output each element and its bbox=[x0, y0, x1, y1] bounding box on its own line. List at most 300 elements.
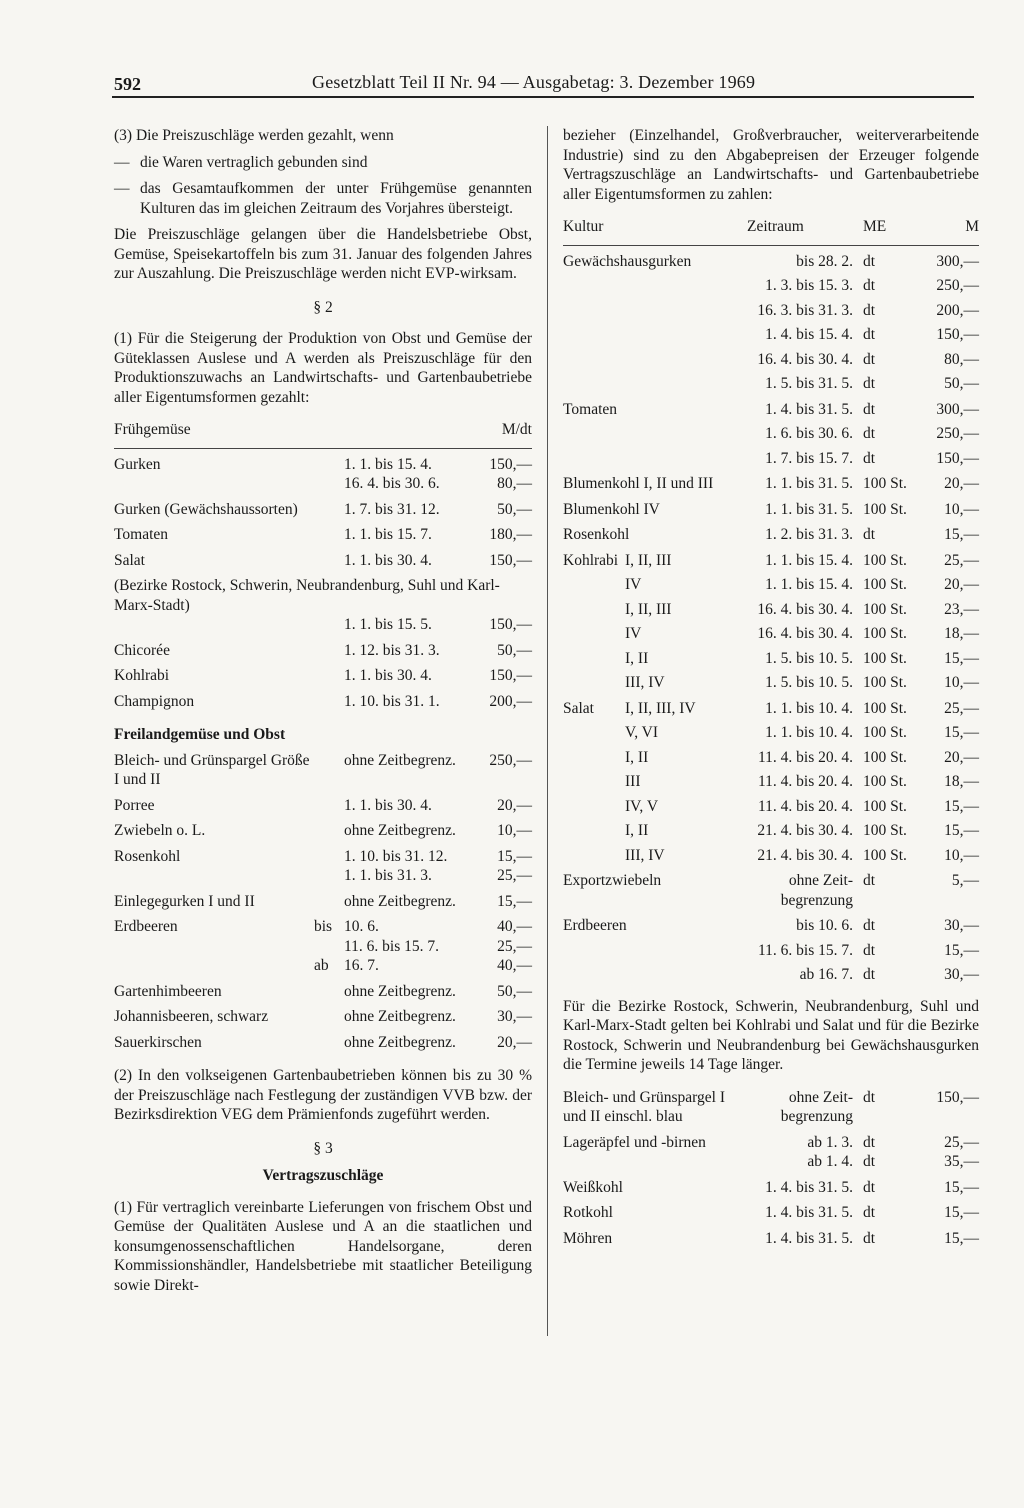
row-zeitraum: 11. 4. bis 20. 4. bbox=[757, 797, 853, 815]
row-m: 250,— bbox=[936, 277, 979, 294]
row-zeitraum: 1. 4. bis 31. 5. bbox=[765, 1229, 853, 1247]
row-me: dt bbox=[863, 277, 876, 294]
row-label bbox=[114, 937, 314, 957]
row-dates: ohne Zeitbegrenz. bbox=[344, 1033, 456, 1051]
table-row bbox=[563, 743, 979, 768]
row-kultur bbox=[563, 444, 743, 469]
row-m: 15,— bbox=[944, 1229, 979, 1247]
row-zeitraum: 1. 4. bis 31. 5. bbox=[765, 400, 853, 418]
row-me: dt bbox=[863, 350, 876, 368]
row-m: 10,— bbox=[944, 500, 979, 518]
row-kultur bbox=[563, 595, 625, 620]
row-zeitraum: 11. 4. bis 20. 4. bbox=[757, 748, 853, 766]
row-dates: 11. 6. bis 15. 7. bbox=[344, 937, 440, 955]
table-row bbox=[563, 595, 979, 620]
row-prefix bbox=[314, 545, 344, 571]
table-row bbox=[563, 1197, 979, 1223]
row-zeitraum: 1. 1. bis 31. 5. bbox=[765, 475, 853, 492]
left-column bbox=[114, 126, 532, 1302]
row-kultur bbox=[563, 644, 625, 669]
row-m: 18,— bbox=[944, 773, 979, 790]
freiland-heading: Freilandgemüse und Obst bbox=[114, 726, 286, 743]
table-row bbox=[563, 1152, 979, 1172]
row-zeitraum: ohne Zeit- begrenzung bbox=[780, 872, 853, 909]
dash-text: die Waren vertraglich gebunden sind bbox=[140, 153, 368, 171]
table-row bbox=[563, 1082, 979, 1127]
row-sorte: V, VI bbox=[625, 724, 659, 741]
row-sorte: I, II, III, IV bbox=[625, 699, 696, 717]
row-m: 15,— bbox=[944, 941, 979, 959]
vertragszuschlaege-table bbox=[563, 211, 979, 985]
row-m: 150,— bbox=[936, 1088, 979, 1106]
para-handelsbetriebe: Die Preiszuschläge gelangen über die Handelsbetriebe Obst, Gemüse, Speisekartoffeln bis zum 31. Januar des folgenden Jahres zur Auszahlung. Die Preiszuschläge werden nicht EVP-wirksam. bbox=[114, 226, 532, 282]
row-value: 10,— bbox=[497, 822, 532, 839]
head-zeitraum: Zeitraum bbox=[743, 211, 863, 245]
table-row bbox=[563, 545, 979, 571]
row-sorte: I, II, III bbox=[625, 600, 672, 618]
row-m: 300,— bbox=[936, 400, 979, 418]
row-value: 25,— bbox=[497, 867, 532, 884]
row-value: 200,— bbox=[489, 692, 532, 710]
row-value: 180,— bbox=[489, 526, 532, 543]
row-kultur bbox=[563, 792, 625, 817]
row-me: 100 St. bbox=[863, 822, 907, 839]
row-prefix bbox=[314, 1001, 344, 1027]
table-row bbox=[114, 866, 532, 886]
dash-item: — das Gesamtaufkommen der unter Frühgemüse genannten Kulturen das im gleichen Zeitraum des Vorjahres übersteigt. bbox=[114, 180, 532, 217]
row-dates: 1. 1. bis 31. 3. bbox=[344, 867, 432, 884]
row-zeitraum: 1. 3. bis 15. 3. bbox=[765, 277, 853, 294]
table-head-unit: M/dt bbox=[462, 414, 532, 448]
row-dates: 1. 10. bis 31. 12. bbox=[344, 847, 448, 865]
table-row bbox=[563, 718, 979, 743]
table-row bbox=[563, 245, 979, 271]
row-dates: 1. 1. bis 15. 4. bbox=[344, 455, 432, 473]
row-value: 80,— bbox=[497, 475, 532, 492]
row-m: 15,— bbox=[944, 822, 979, 839]
row-m: 15,— bbox=[944, 724, 979, 741]
row-m: 150,— bbox=[936, 449, 979, 467]
row-m: 15,— bbox=[944, 1178, 979, 1196]
row-me: 100 St. bbox=[863, 773, 907, 790]
row-me: dt bbox=[863, 966, 876, 983]
section-2-para-2: (2) In den volkseigenen Gartenbaubetrieben können bis zu 30 % der Preiszuschläge nach Festlegung der zuständigen VVB bzw. der Bezirksdirektion VEG dem Prämienfonds zugeführt werden. bbox=[114, 1067, 532, 1123]
row-prefix bbox=[314, 841, 344, 867]
row-value: 50,— bbox=[497, 982, 532, 1000]
table-row bbox=[114, 976, 532, 1002]
row-zeitraum: ab 16. 7. bbox=[799, 966, 853, 983]
row-value: 250,— bbox=[489, 751, 532, 769]
row-prefix bbox=[314, 660, 344, 686]
row-me: dt bbox=[863, 1229, 876, 1247]
row-kultur: Kohlrabi bbox=[563, 551, 619, 569]
row-zeitraum: 1. 2. bis 31. 3. bbox=[765, 526, 853, 543]
row-label bbox=[114, 474, 314, 494]
row-kultur: Bleich- und Grünspargel I und II einschl. blau bbox=[563, 1088, 725, 1125]
row-me: 100 St. bbox=[863, 797, 907, 815]
row-value: 40,— bbox=[497, 957, 532, 974]
row-label: Rosenkohl bbox=[114, 847, 181, 865]
row-label: Salat bbox=[114, 551, 145, 569]
table-row bbox=[563, 816, 979, 841]
row-prefix bbox=[314, 519, 344, 545]
row-me: dt bbox=[863, 526, 876, 543]
row-kultur bbox=[563, 816, 625, 841]
table-row bbox=[114, 448, 532, 474]
note-para: Für die Bezirke Rostock, Schwerin, Neubrandenburg, Suhl und Karl-Marx-Stadt gelten bei Kohlrabi und Salat und für die Bezirke Rostock, Schwerin und Neubrandenburg bei Gewächshausgurken die Termine jeweils 14 Tage länger. bbox=[563, 997, 979, 1073]
section-3-heading: § 3 bbox=[313, 1139, 333, 1157]
table-row bbox=[114, 815, 532, 841]
row-kultur bbox=[563, 936, 743, 961]
row-kultur: Lageräpfel und -birnen bbox=[563, 1133, 706, 1151]
row-prefix bbox=[314, 937, 344, 957]
row-zeitraum: bis 10. 6. bbox=[796, 917, 853, 934]
row-kultur: Rosenkohl bbox=[563, 526, 630, 543]
table-row bbox=[114, 686, 532, 712]
row-kultur: Blumenkohl I, II und III bbox=[563, 475, 714, 492]
row-me: 100 St. bbox=[863, 475, 907, 492]
row-value: 15,— bbox=[497, 892, 532, 910]
row-kultur bbox=[563, 1152, 743, 1172]
row-sorte: III, IV bbox=[625, 846, 665, 864]
row-me: dt bbox=[863, 872, 876, 889]
table-row bbox=[114, 1001, 532, 1027]
row-kultur bbox=[563, 345, 743, 370]
row-kultur bbox=[563, 320, 743, 345]
row-label: Johannisbeeren, schwarz bbox=[114, 1008, 269, 1025]
table-row bbox=[563, 936, 979, 961]
row-me: dt bbox=[863, 400, 876, 418]
row-zeitraum: 1. 6. bis 30. 6. bbox=[765, 425, 853, 442]
row-me: dt bbox=[863, 941, 876, 959]
table-row bbox=[114, 494, 532, 520]
row-value: 40,— bbox=[497, 918, 532, 935]
row-kultur: Blumenkohl IV bbox=[563, 500, 660, 518]
row-me: dt bbox=[863, 1204, 876, 1221]
row-zeitraum: 16. 4. bis 30. 4. bbox=[757, 350, 853, 368]
row-sorte: III, IV bbox=[625, 674, 665, 691]
row-prefix bbox=[314, 494, 344, 520]
row-m: 15,— bbox=[944, 797, 979, 815]
row-zeitraum: ab 1. 3. bbox=[807, 1133, 853, 1151]
row-m: 250,— bbox=[936, 425, 979, 442]
row-me: dt bbox=[863, 1088, 876, 1106]
row-me: dt bbox=[863, 301, 876, 319]
table-row bbox=[563, 345, 979, 370]
row-zeitraum: 1. 1. bis 10. 4. bbox=[765, 699, 853, 717]
row-dates: 16. 4. bis 30. 6. bbox=[344, 475, 440, 492]
row-me: dt bbox=[863, 375, 876, 392]
row-label: Zwiebeln o. L. bbox=[114, 822, 206, 839]
row-label: Einlegegurken I und II bbox=[114, 892, 255, 910]
row-kultur: Möhren bbox=[563, 1229, 613, 1247]
row-zeitraum: ohne Zeit- begrenzung bbox=[780, 1088, 853, 1125]
row-dates: ohne Zeitbegrenz. bbox=[344, 1008, 456, 1025]
row-dates: 1. 1. bis 15. 7. bbox=[344, 526, 432, 543]
row-zeitraum: 1. 5. bis 31. 5. bbox=[765, 375, 853, 392]
row-zeitraum: bis 28. 2. bbox=[796, 252, 853, 270]
row-kultur bbox=[563, 296, 743, 321]
row-prefix: bis bbox=[314, 918, 333, 935]
row-prefix bbox=[314, 886, 344, 912]
section-3-para-1: (1) Für vertraglich vereinbarte Lieferungen von frischem Obst und Gemüse der Qualitäten Auslese und A an die staatlichen und konsumgenossenschaftlichen Handelsorgane, deren Kommissionshändler, Handelsbetriebe mit staatlicher Beteiligung sowie Direkt- bbox=[114, 1198, 532, 1294]
table-row bbox=[563, 865, 979, 910]
row-me: 100 St. bbox=[863, 674, 907, 691]
row-kultur: Exportzwiebeln bbox=[563, 872, 662, 889]
row-zeitraum: 21. 4. bis 30. 4. bbox=[757, 846, 853, 864]
row-prefix bbox=[314, 745, 344, 790]
table-row bbox=[563, 1223, 979, 1249]
table-row bbox=[563, 444, 979, 469]
row-m: 30,— bbox=[944, 917, 979, 934]
row-sorte: IV, V bbox=[625, 797, 659, 815]
row-sorte: IV bbox=[625, 625, 642, 642]
row-label: Gurken (Gewächshaussorten) bbox=[114, 500, 298, 518]
row-zeitraum: 11. 4. bis 20. 4. bbox=[757, 773, 853, 790]
table-row bbox=[114, 886, 532, 912]
table-row bbox=[563, 468, 979, 494]
row-kultur bbox=[563, 960, 743, 985]
row-value: 30,— bbox=[497, 1008, 532, 1025]
row-me: dt bbox=[863, 1133, 876, 1151]
row-m: 25,— bbox=[944, 699, 979, 717]
row-prefix bbox=[314, 686, 344, 712]
row-zeitraum: 16. 3. bis 31. 3. bbox=[757, 301, 853, 319]
row-label: Erdbeeren bbox=[114, 918, 178, 935]
table-row bbox=[563, 910, 979, 936]
row-m: 15,— bbox=[944, 1204, 979, 1221]
row-zeitraum: 16. 4. bis 30. 4. bbox=[757, 625, 853, 642]
table-row bbox=[563, 369, 979, 394]
row-m: 10,— bbox=[944, 674, 979, 691]
row-me: dt bbox=[863, 917, 876, 934]
row-me: dt bbox=[863, 449, 876, 467]
row-m: 5,— bbox=[951, 872, 979, 889]
row-m: 80,— bbox=[944, 350, 979, 368]
row-dates: ohne Zeitbegrenz. bbox=[344, 751, 456, 769]
row-label: Champignon bbox=[114, 692, 195, 710]
row-sorte: I, II, III bbox=[625, 551, 672, 569]
row-label: Gartenhimbeeren bbox=[114, 982, 222, 1000]
row-prefix bbox=[314, 635, 344, 661]
row-dates: 1. 1. bis 30. 4. bbox=[344, 667, 432, 684]
dash-text: das Gesamtaufkommen der unter Frühgemüse genannten Kulturen das im gleichen Zeitraum des Vorjahres übersteigt. bbox=[140, 180, 532, 217]
row-zeitraum: 16. 4. bis 30. 4. bbox=[757, 600, 853, 618]
row-value: 50,— bbox=[497, 641, 532, 659]
row-dates: ohne Zeitbegrenz. bbox=[344, 892, 456, 910]
row-label bbox=[114, 615, 314, 635]
table-row bbox=[114, 474, 532, 494]
row-m: 20,— bbox=[944, 576, 979, 593]
table-row bbox=[563, 792, 979, 817]
table-row bbox=[114, 790, 532, 816]
table-row bbox=[114, 937, 532, 957]
column-divider bbox=[547, 126, 548, 1336]
row-m: 15,— bbox=[944, 649, 979, 667]
table-row bbox=[563, 271, 979, 296]
row-sorte: IV bbox=[625, 576, 642, 593]
row-m: 300,— bbox=[936, 252, 979, 270]
page-number: 592 bbox=[114, 74, 141, 94]
row-zeitraum: 1. 1. bis 15. 4. bbox=[765, 576, 853, 593]
row-m: 15,— bbox=[944, 526, 979, 543]
table-row bbox=[114, 545, 532, 571]
table-row bbox=[114, 841, 532, 867]
table-row bbox=[563, 693, 979, 719]
row-kultur: Salat bbox=[563, 699, 594, 717]
row-dates: 16. 7. bbox=[344, 957, 379, 974]
row-dates: 1. 1. bis 30. 4. bbox=[344, 796, 432, 814]
row-m: 35,— bbox=[944, 1153, 979, 1170]
row-me: dt bbox=[863, 425, 876, 442]
row-value: 15,— bbox=[497, 847, 532, 865]
row-zeitraum: ab 1. 4. bbox=[807, 1153, 853, 1170]
row-label: Chicorée bbox=[114, 641, 170, 659]
table-row bbox=[563, 1127, 979, 1153]
row-me: dt bbox=[863, 326, 876, 343]
row-zeitraum: 21. 4. bis 30. 4. bbox=[757, 822, 853, 839]
table-row bbox=[563, 394, 979, 420]
row-kultur bbox=[563, 718, 625, 743]
row-dates: 1. 12. bis 31. 3. bbox=[344, 641, 440, 659]
row-zeitraum: 1. 4. bis 31. 5. bbox=[765, 1204, 853, 1221]
row-zeitraum: 1. 1. bis 31. 5. bbox=[765, 500, 853, 518]
row-m: 10,— bbox=[944, 846, 979, 864]
row-label bbox=[114, 866, 314, 886]
row-prefix: ab bbox=[314, 957, 329, 974]
table-row bbox=[563, 841, 979, 866]
row-prefix bbox=[314, 448, 344, 474]
row-kultur bbox=[563, 369, 743, 394]
table-row bbox=[563, 1172, 979, 1198]
para-3-intro: (3) Die Preiszuschläge werden gezahlt, wenn bbox=[114, 127, 394, 144]
row-me: 100 St. bbox=[863, 500, 907, 518]
row-zeitraum: 1. 5. bis 10. 5. bbox=[765, 649, 853, 667]
row-value: 25,— bbox=[497, 937, 532, 955]
table-row bbox=[563, 320, 979, 345]
row-prefix bbox=[314, 866, 344, 886]
table-row bbox=[114, 570, 532, 615]
row-dates: 10. 6. bbox=[344, 918, 379, 935]
row-dates: 1. 1. bis 15. 5. bbox=[344, 616, 432, 633]
table-row bbox=[563, 296, 979, 321]
continuation-para: bezieher (Einzelhandel, Großverbraucher, weiterverarbeitende Industrie) sind zu den Abgabepreisen der Erzeuger folgende Vertragszuschläge an Landwirtschafts- und Gartenbaubetriebe aller Eigentumsformen zu zahlen: bbox=[563, 127, 979, 203]
table-row bbox=[563, 419, 979, 444]
row-dates: ohne Zeitbegrenz. bbox=[344, 822, 456, 839]
row-kultur bbox=[563, 619, 625, 644]
row-prefix bbox=[314, 1027, 344, 1053]
row-dates: 1. 1. bis 30. 4. bbox=[344, 551, 432, 569]
head-kultur: Kultur bbox=[563, 211, 743, 245]
row-kultur bbox=[563, 743, 625, 768]
row-sorte: I, II bbox=[625, 748, 649, 766]
row-zeitraum: 1. 1. bis 10. 4. bbox=[765, 724, 853, 741]
row-zeitraum: 1. 4. bis 31. 5. bbox=[765, 1178, 853, 1196]
row-kultur: Weißkohl bbox=[563, 1178, 623, 1196]
row-me: 100 St. bbox=[863, 846, 907, 864]
row-prefix bbox=[314, 815, 344, 841]
row-m: 20,— bbox=[944, 748, 979, 766]
row-m: 200,— bbox=[936, 301, 979, 319]
dash-item: — die Waren vertraglich gebunden sind bbox=[114, 153, 532, 173]
row-m: 23,— bbox=[944, 600, 979, 618]
row-label: Porree bbox=[114, 796, 155, 814]
row-kultur: Erdbeeren bbox=[563, 917, 627, 934]
right-column bbox=[563, 126, 979, 1248]
row-value: 50,— bbox=[497, 500, 532, 518]
row-sorte: I, II bbox=[625, 649, 649, 667]
table-row bbox=[114, 615, 532, 635]
row-label: Bleich- und Grünspargel Größe I und II bbox=[114, 751, 310, 788]
section-2-heading: § 2 bbox=[313, 298, 333, 316]
table-row bbox=[114, 519, 532, 545]
row-me: 100 St. bbox=[863, 748, 907, 766]
row-value: 20,— bbox=[497, 1033, 532, 1051]
table-row bbox=[114, 745, 532, 790]
row-m: 150,— bbox=[936, 326, 979, 343]
row-kultur bbox=[563, 841, 625, 866]
table-row bbox=[114, 956, 532, 976]
row-me: 100 St. bbox=[863, 551, 907, 569]
row-m: 30,— bbox=[944, 966, 979, 983]
row-prefix bbox=[314, 976, 344, 1002]
row-kultur: Gewächshausgurken bbox=[563, 252, 692, 270]
head-me: ME bbox=[863, 211, 929, 245]
row-m: 20,— bbox=[944, 475, 979, 492]
table-row bbox=[563, 644, 979, 669]
row-m: 50,— bbox=[944, 375, 979, 392]
fruehgemuese-table bbox=[114, 414, 532, 1052]
section-3-title: Vertragszuschläge bbox=[262, 1167, 384, 1184]
row-label: Tomaten bbox=[114, 526, 169, 543]
table-row bbox=[563, 519, 979, 545]
row-kultur: Rotkohl bbox=[563, 1204, 613, 1221]
row-m: 25,— bbox=[944, 1133, 979, 1151]
row-kultur bbox=[563, 767, 625, 792]
row-m: 25,— bbox=[944, 551, 979, 569]
row-value: 150,— bbox=[489, 667, 532, 684]
row-prefix bbox=[314, 615, 344, 635]
section-2-para-1: (1) Für die Steigerung der Produktion von Obst und Gemüse der Güteklassen Auslese und A werden als Preiszuschläge für den Produktionszuwachs an Landwirtschafts- und Gartenbaubetriebe aller Eigentumsformen gezahlt: bbox=[114, 330, 532, 406]
table-row bbox=[114, 660, 532, 686]
row-dates: 1. 10. bis 31. 1. bbox=[344, 692, 440, 710]
row-value: 150,— bbox=[489, 616, 532, 633]
row-me: dt bbox=[863, 1178, 876, 1196]
row-value: 150,— bbox=[489, 551, 532, 569]
row-label: Sauerkirschen bbox=[114, 1033, 202, 1051]
table-row bbox=[114, 635, 532, 661]
vertragszuschlaege-table-2 bbox=[563, 1082, 979, 1249]
table-row bbox=[563, 960, 979, 985]
row-me: dt bbox=[863, 252, 876, 270]
table-row bbox=[563, 570, 979, 595]
head-m: M bbox=[929, 211, 979, 245]
row-dates: ohne Zeitbegrenz. bbox=[344, 982, 456, 1000]
row-me: dt bbox=[863, 1153, 876, 1170]
row-me: 100 St. bbox=[863, 576, 907, 593]
row-zeitraum: 1. 4. bis 15. 4. bbox=[765, 326, 853, 343]
table-row bbox=[114, 911, 532, 937]
row-sorte: III bbox=[625, 773, 641, 790]
row-kultur bbox=[563, 271, 743, 296]
row-dates: 1. 7. bis 31. 12. bbox=[344, 500, 440, 518]
row-value: 20,— bbox=[497, 796, 532, 814]
row-kultur bbox=[563, 570, 625, 595]
page-header bbox=[112, 70, 974, 98]
row-kultur bbox=[563, 668, 625, 693]
table-row bbox=[563, 767, 979, 792]
row-zeitraum: 1. 5. bis 10. 5. bbox=[765, 674, 853, 691]
